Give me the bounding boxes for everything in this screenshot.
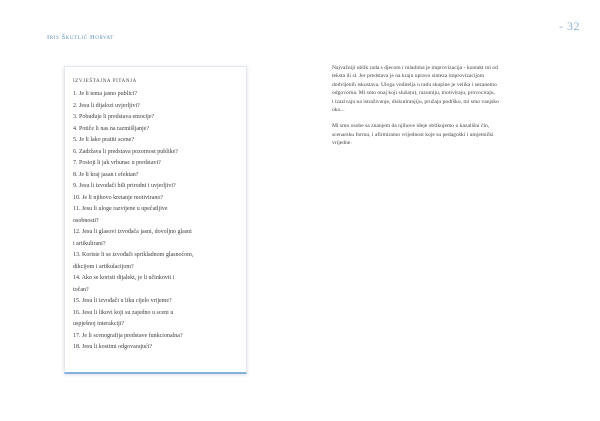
question-item: dikcijom i artikulacijom? (73, 263, 134, 270)
question-item: 16. Jesu li likovi koji su zajedno u sceni u (73, 309, 174, 316)
question-item: 17. Je li scenografija predstave funkcionalna? (73, 332, 183, 339)
question-item: 13. Koriste li se izvođači sprikladnom glasnoćom, (73, 252, 194, 258)
question-item: i artikulirani? (73, 240, 106, 247)
question-item: 2. Jesu li dijalozi uvjerljivi? (73, 102, 140, 109)
paragraph-line: scenarsku formu, i afirmiramo vrijednost koje su pedagoški i umjetnički (332, 131, 494, 138)
question-item: 14. Ako se koristi dijalekt, je li učinkovit i (73, 275, 175, 281)
question-item: 3. Pobuđuje li predstava emocije? (73, 114, 155, 120)
question-item: 7. Postoji li jak vrhunac u predstavi? (73, 160, 161, 166)
page-number: - 32 (559, 19, 580, 33)
question-item: 6. Zadržava li predstava pozornost publike? (73, 148, 178, 155)
question-item: 9. Jesu li izvođači bili prirodni i uvjerljivi? (73, 183, 176, 189)
paragraph-line: oko... (332, 107, 345, 114)
question-item: 12. Jesu li glasovi izvođača jasni, dovoljno glasni (73, 229, 192, 235)
paragraph-improvisation (332, 64, 554, 114)
paragraph-line: Mi smo osobe sa znanjem da njihove ideje oblikujemo u kazališni čin, (332, 123, 490, 130)
questions-list (73, 89, 243, 354)
question-item: uspješnoj interakciji? (73, 321, 125, 327)
paragraph-line: Najvažniji oblik rada s djecom i mladima je improvizacija - kontakt mi od (332, 65, 498, 71)
paragraph-line: dodvljenih iskustava. Uloga voditelja u radu skupine je velika i sezanemo (332, 81, 497, 88)
questions-card (64, 66, 247, 374)
question-item: 1. Je li tema jasno publici? (73, 91, 137, 97)
question-item: 11. Jesu li uloge razvijene u upečatljive (73, 206, 168, 212)
question-item: 8. Je li kraj jasan i efektan? (73, 171, 139, 178)
paragraph-shaping-ideas (332, 122, 554, 147)
body-text-column (332, 64, 554, 156)
question-item: 18. Jesu li kostimi odgovarajući? (73, 344, 153, 350)
paragraph-line: vrijedne. (332, 140, 352, 147)
question-item: 5. Je li lako pratiti scene? (73, 137, 134, 143)
paragraph-line: odgovorna. Mi smo onaj koji sluša(u), razumiju, motiviraju, provociraju, (332, 90, 495, 97)
card-heading: IZVJEŠTAJNA PITANJA (73, 79, 137, 84)
question-item: osobnosti? (73, 217, 99, 224)
question-item: 4. Potiče li nas na razmišljanje? (73, 125, 149, 132)
paragraph-line: teksta ili sl. Jer predstava je na kraju upravo sinteza improvizacijom (332, 73, 485, 80)
question-item: točan? (73, 286, 89, 293)
question-item: 15. Jesu li izvođači u liku cijelo vrijeme? (73, 298, 172, 304)
paragraph-line: i izazivaju na istraživanje, diskutiranjiju, pružaju podršku, mi smo vanjsko (332, 98, 499, 105)
question-item: 10. Je li njihovo kretanje motivirano? (73, 194, 163, 201)
author-name: Iris Škutlić Horvat (47, 34, 114, 41)
